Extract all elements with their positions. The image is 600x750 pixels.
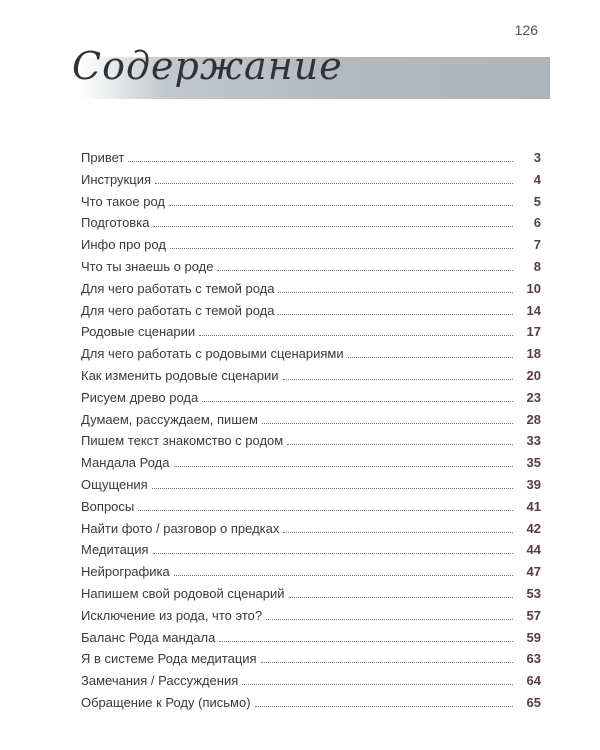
dot-leader [261,661,513,663]
dot-leader [255,705,513,707]
toc-entry-label: Найти фото / разговор о предках [81,520,280,536]
dot-leader [289,596,513,598]
toc-entry-page: 41 [526,498,541,514]
dot-leader [199,334,513,336]
toc-entry-label: Привет [81,150,125,165]
toc-entry [81,303,541,325]
toc-entry-label: Исключение из рода, что это? [81,607,263,623]
toc-entry-label: Замечания / Рассуждения [81,673,239,689]
dot-leader [174,465,514,467]
toc-entry-label: Нейрографика [81,564,170,580]
toc-entry [81,630,541,652]
toc-entry-page: 42 [526,520,541,536]
toc-entry-page: 10 [526,280,541,296]
toc-entry-page: 23 [526,389,541,405]
toc-entry-label: Родовые сценарии [81,324,196,340]
dot-leader [174,574,513,576]
toc-entry [81,150,541,172]
dot-leader [152,487,513,489]
toc-entry-page: 39 [526,476,541,492]
toc-entry [81,499,541,521]
toc-entry-label: Инфо про род [81,237,166,253]
dot-leader [278,291,513,293]
toc-entry [81,215,541,237]
toc-entry-label: Инструкция [81,171,151,187]
toc-entry-label: Для чего работать с родовыми сценариями [81,346,344,362]
toc-entry-label: Медитация [81,542,149,558]
dot-leader [242,683,513,685]
toc-entry-page: 3 [533,150,541,165]
dot-leader [170,247,513,249]
dot-leader [155,182,513,184]
toc-entry [81,695,541,717]
page-title: Содержание [72,44,343,88]
toc-entry-page: 6 [533,215,541,231]
table-of-contents [81,150,541,717]
dot-leader [262,422,513,424]
toc-entry [81,651,541,673]
toc-entry [81,259,541,281]
toc-entry [81,346,541,368]
toc-entry-page: 63 [526,651,541,667]
dot-leader [283,378,513,380]
dot-leader [278,313,513,315]
toc-entry [81,237,541,259]
toc-entry-label: Что ты знаешь о роде [81,258,214,274]
toc-entry-label: Обращение к Роду (письмо) [81,694,251,710]
dot-leader [138,509,513,511]
toc-entry [81,673,541,695]
dot-leader [169,204,513,206]
toc-entry [81,521,541,543]
toc-entry-label: Ощущения [81,476,148,492]
toc-entry-page: 4 [533,171,541,187]
toc-entry [81,433,541,455]
toc-entry-page: 28 [526,411,541,427]
dot-leader [283,531,513,533]
toc-entry-label: Я в системе Рода медитация [81,651,257,667]
toc-entry-page: 20 [526,367,541,383]
dot-leader [153,225,513,227]
toc-entry-label: Пишем текст знакомство с родом [81,433,284,449]
toc-entry-label: Как изменить родовые сценарии [81,367,279,383]
dot-leader [128,160,513,162]
toc-entry-page: 7 [533,237,541,253]
toc-entry-label: Вопросы [81,498,135,514]
dot-leader [217,269,513,271]
toc-entry [81,172,541,194]
toc-entry-page: 59 [526,629,541,645]
toc-entry [81,586,541,608]
toc-entry [81,455,541,477]
toc-entry-page: 64 [526,673,541,689]
toc-entry-page: 47 [526,564,541,580]
dot-leader [219,640,513,642]
toc-entry-page: 33 [526,433,541,449]
toc-entry-label: Для чего работать с темой рода [81,280,275,296]
toc-entry-page: 35 [526,455,541,471]
toc-entry [81,608,541,630]
page-number: 126 [514,22,538,38]
toc-entry-label: Что такое род [81,193,166,209]
dot-leader [348,356,513,358]
toc-entry-page: 14 [526,302,541,318]
toc-entry [81,564,541,586]
toc-entry-page: 5 [533,193,541,209]
toc-entry-page: 17 [526,324,541,340]
toc-entry-label: Подготовка [81,215,150,231]
toc-entry-label: Напишем свой родовой сценарий [81,585,285,601]
toc-entry [81,194,541,216]
toc-entry [81,368,541,390]
toc-entry [81,390,541,412]
toc-entry-label: Для чего работать с темой рода [81,302,275,318]
toc-entry-label: Рисуем древо рода [81,389,199,405]
toc-entry [81,412,541,434]
toc-entry-page: 57 [526,607,541,623]
toc-entry-page: 44 [526,542,541,558]
toc-entry-page: 53 [526,585,541,601]
toc-entry-label: Мандала Рода [81,455,170,471]
toc-entry [81,281,541,303]
toc-entry-page: 65 [526,694,541,710]
toc-entry [81,542,541,564]
dot-leader [287,443,513,445]
toc-entry-page: 18 [526,346,541,362]
toc-entry [81,477,541,499]
toc-entry [81,324,541,346]
dot-leader [202,400,513,402]
toc-entry-page: 8 [533,258,541,274]
toc-entry-label: Баланс Рода мандала [81,629,216,645]
dot-leader [266,618,513,620]
toc-entry-label: Думаем, рассуждаем, пишем [81,411,258,427]
dot-leader [153,552,513,554]
